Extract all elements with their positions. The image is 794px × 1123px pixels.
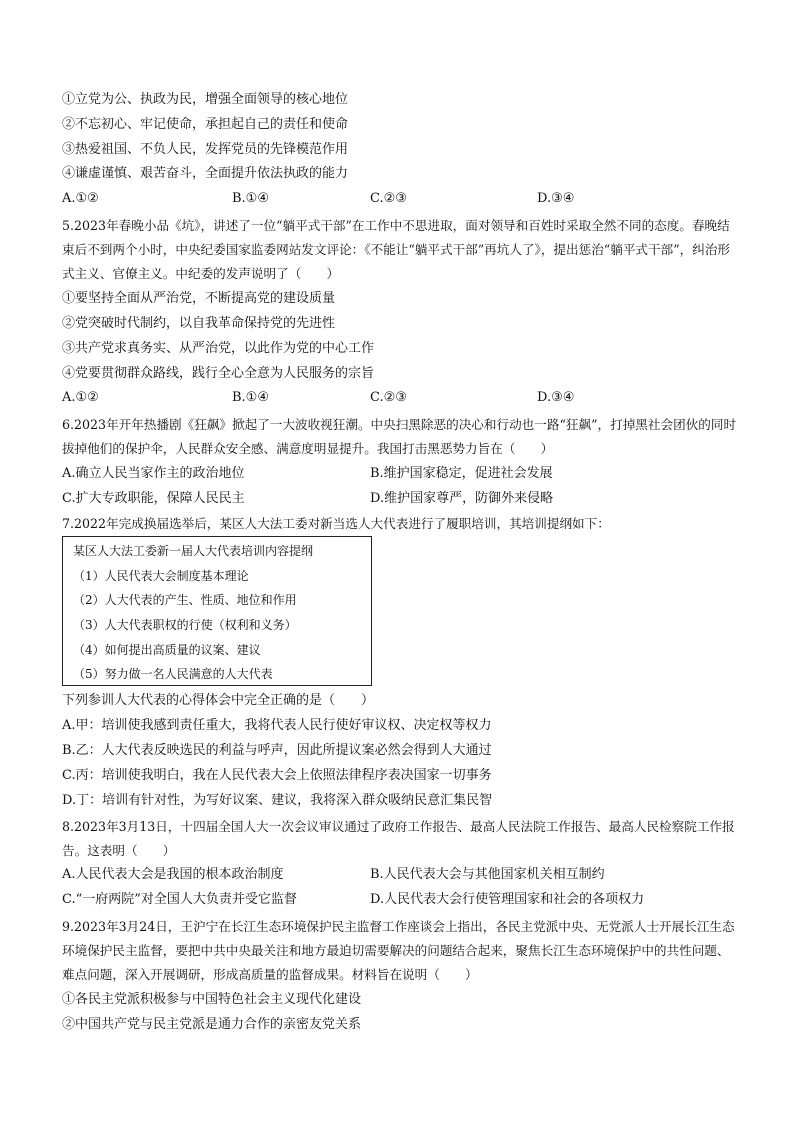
q4-option-4: ④谦虚谨慎、艰苦奋斗，全面提升依法执政的能力 [62,166,349,181]
q5-option-2: ②党突破时代制约，以自我革命保持党的先进性 [62,316,336,331]
q6-answer-a: A.确立人民当家作主的政治地位 [62,466,245,481]
q7-answer-a: A.甲：培训使我感到责任重大，我将代表人民行使好审议权、决定权等权力 [62,718,492,733]
q5-option-1: ①要坚持全面从严治党，不断提高党的建设质量 [62,291,336,306]
q7-answer-d: D.丁：培训有针对性，为写好议案、建议，我将深入群众吸纳民意汇集民智 [62,793,493,808]
q9-stem: 9.2023年3月24日，王沪宁在长江生态环境保护民主监督工作座谈会上指出，各民主党派中央、无党派人士开展长江生态环境保护民主监督，要把中共中央最关注和地方最迫切需要解决的问题结合起来，聚焦长江生态环境保护中的共性问题、难点问题，深入开展调研，形成高质量的监督成果。材料旨在说明（ ） [62,919,735,982]
outline-item-3: （3）人大代表职权的行使（权利和义务） [73,618,297,632]
q7-stem: 7.2022年完成换届选举后，某区人大法工委对新当选人大代表进行了履职培训，其培训提纲如下： [62,516,610,531]
q5-option-4: ④党要贯彻群众路线，践行全心全意为人民服务的宗旨 [62,366,375,381]
q5-answer-d: D.③④ [537,390,575,405]
q7-answer-b: B.乙：人大代表反映选民的利益与呼声，因此所提议案必然会得到人大通过 [62,743,492,758]
q8-answer-a: A.人民代表大会是我国的根本政治制度 [62,867,284,882]
q5-answer-a: A.①② [62,390,99,405]
outline-item-4: （4）如何提出高质量的议案、建议 [73,643,261,657]
q9-option-1: ①各民主党派积极参与中国特色社会主义现代化建设 [62,992,362,1007]
q4-answer-b: B.①④ [232,191,269,206]
q6-answer-b: B.维护国家稳定，促进社会发展 [370,466,553,481]
outline-item-5: （5）努力做一名人民满意的人大代表 [73,667,273,681]
outline-item-1: （1）人民代表大会制度基本理论 [73,569,249,583]
q5-option-3: ③共产党求真务实、从严治党，以此作为党的中心工作 [62,341,375,356]
q7-question: 下列参训人大代表的心得体会中完全正确的是（ ） [62,693,375,708]
q8-answer-c: C.“一府两院”对全国人大负责并受它监督 [62,892,297,907]
q6-stem: 6.2023年开年热播剧《狂飙》掀起了一大波收视狂潮。中央扫黑除恶的决心和行动也一路“狂飙”，打掉黑社会团伙的同时拔掉他们的保护伞，人民群众安全感、满意度明显提升。我国打击黑恶势力旨在（ ） [62,417,737,456]
q6-answer-d: D.维护国家尊严，防御外来侵略 [370,491,554,506]
q4-option-2: ②不忘初心、牢记使命，承担起自己的责任和使命 [62,117,349,132]
q8-stem: 8.2023年3月13日，十四届全国人大一次会议审议通过了政府工作报告、最高人民法院工作报告、最高人民检察院工作报告。这表明（ ） [62,819,735,858]
q4-answer-d: D.③④ [537,191,575,206]
q7-answer-c: C.丙：培训使我明白，我在人民代表大会上依照法律程序表决国家一切事务 [62,768,492,783]
q4-option-1: ①立党为公、执政为民，增强全面领导的核心地位 [62,92,349,107]
outline-title: 某区人大法工委新一届人大代表培训内容提纲 [73,544,314,558]
q8-answer-d: D.人民代表大会行使管理国家和社会的各项权力 [370,892,645,907]
q9-option-2: ②中国共产党与民主党派是通力合作的亲密友党关系 [62,1017,362,1032]
q4-option-3: ③热爱祖国、不负人民，发挥党员的先锋模范作用 [62,142,349,157]
q4-answer-c: C.②③ [370,191,407,206]
q5-answer-c: C.②③ [370,390,407,405]
training-outline-box [62,536,372,686]
q5-stem: 5.2023年春晚小品《坑》，讲述了一位“躺平式干部”在工作中不思进取，面对领导和百姓时采取全然不同的态度。春晚结束后不到两个小时，中央纪委国家监委网站发文评论：《不能让“躺平式干部”再坑人了》，提出惩治“躺平式干部”，纠治形式主义、官僚主义。中纪委的发声说明了（ ） [62,218,731,281]
outline-item-2: （2）人大代表的产生、性质、地位和作用 [73,593,297,607]
q5-answer-b: B.①④ [232,390,269,405]
q8-answer-b: B.人民代表大会与其他国家机关相互制约 [370,867,605,882]
q6-answer-c: C.扩大专政职能，保障人民民主 [62,491,245,506]
q4-answer-a: A.①② [62,191,99,206]
